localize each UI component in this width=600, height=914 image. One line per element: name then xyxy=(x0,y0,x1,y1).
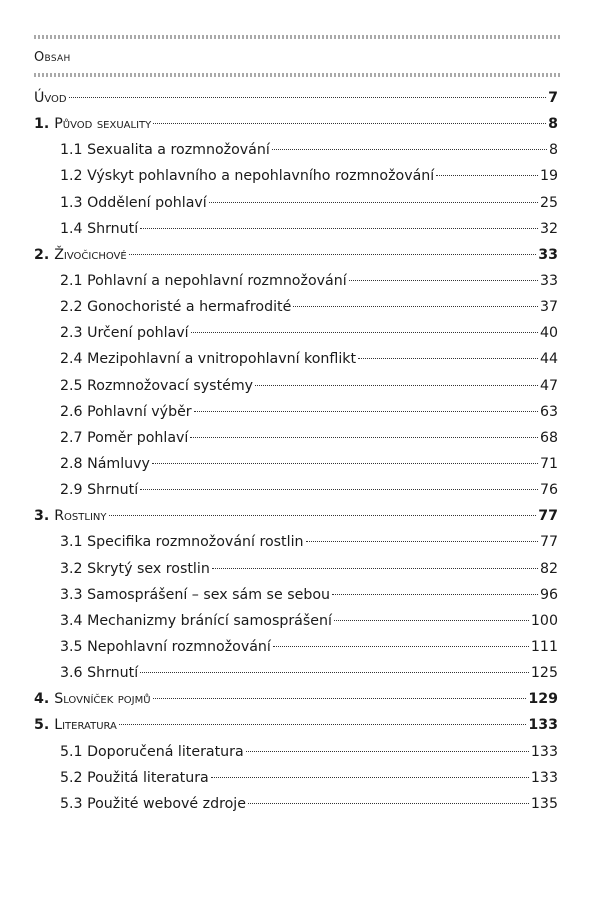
dot-leader xyxy=(129,254,537,255)
toc-entry-number: 2.3 xyxy=(60,325,88,342)
toc-entry-page-number: 19 xyxy=(539,168,558,185)
toc-entry-number: 5.2 xyxy=(60,769,88,786)
toc-entry-title: Gonochoristé a hermafrodité xyxy=(87,299,292,316)
toc-entry-number: 5.3 xyxy=(60,795,88,812)
dot-leader xyxy=(190,437,538,438)
dot-leader xyxy=(140,228,538,229)
toc-entry-title: Mechanizmy bránící samosprášení xyxy=(87,612,332,629)
toc-entry-page-number: 37 xyxy=(539,299,558,316)
dot-leader xyxy=(140,489,538,490)
toc-chapter-entry[interactable] xyxy=(34,242,558,268)
toc-entry-title: Použité webové zdroje xyxy=(87,795,246,812)
toc-entry-page-number: 133 xyxy=(530,769,558,786)
toc-entry-page-number: 135 xyxy=(530,795,558,812)
toc-entry-title: Skrytý sex rostlin xyxy=(87,560,210,577)
toc-entry-page-number: 133 xyxy=(530,743,558,760)
toc-chapter-entry[interactable] xyxy=(34,85,558,111)
toc-entry-number: 2.8 xyxy=(60,455,88,472)
toc-entry-page-number: 33 xyxy=(539,272,558,289)
toc-entry-title: Živočichové xyxy=(54,246,127,263)
toc-entry-number: 2. xyxy=(34,246,55,263)
toc-entry-number: 1.4 xyxy=(60,220,88,237)
toc-entry-number: 2.1 xyxy=(60,272,88,289)
toc-section-entry[interactable] xyxy=(34,216,558,242)
toc-entry-title: Shrnutí xyxy=(87,665,139,682)
toc-entry-title: Původ sexuality xyxy=(54,116,152,133)
toc-entry-title: Literatura xyxy=(54,717,117,734)
toc-entry-page-number: 7 xyxy=(548,90,558,106)
toc-chapter-entry[interactable] xyxy=(34,111,558,137)
dot-leader xyxy=(349,280,538,281)
toc-entry-number: 3.6 xyxy=(60,665,88,682)
toc-entry-number: 3.1 xyxy=(60,534,88,551)
toc-entry-number: 5.1 xyxy=(60,743,88,760)
toc-entry-number: 2.2 xyxy=(60,299,88,316)
dot-leader xyxy=(212,568,538,569)
dot-leader xyxy=(109,515,537,516)
toc-section-entry[interactable] xyxy=(34,477,558,503)
toc-chapter-entry[interactable] xyxy=(34,712,558,738)
toc-section-entry[interactable] xyxy=(34,137,558,163)
toc-entry-page-number: 111 xyxy=(530,638,558,655)
dot-leader xyxy=(248,803,529,804)
toc-section-entry[interactable] xyxy=(34,399,558,425)
toc-entry-title: Rostliny xyxy=(54,508,107,525)
table-of-contents xyxy=(34,85,558,817)
toc-section-entry[interactable] xyxy=(34,163,558,189)
dot-leader xyxy=(194,411,538,412)
toc-entry-page-number: 47 xyxy=(539,377,558,394)
toc-entry-number: 1.2 xyxy=(60,168,88,185)
toc-entry-page-number: 77 xyxy=(538,508,558,525)
toc-entry-title: Specifika rozmnožování rostlin xyxy=(87,534,304,551)
dot-leader xyxy=(152,463,538,464)
toc-entry-number: 3.4 xyxy=(60,612,88,629)
dot-leader xyxy=(209,202,538,203)
toc-entry-title: Shrnutí xyxy=(87,220,139,237)
toc-entry-page-number: 77 xyxy=(539,534,558,551)
toc-entry-page-number: 125 xyxy=(530,665,558,682)
toc-entry-title: Pohlavní výběr xyxy=(87,403,192,420)
toc-entry-page-number: 129 xyxy=(528,691,558,708)
toc-entry-title: Slovníček pojmů xyxy=(54,691,151,708)
dot-leader xyxy=(69,97,547,98)
dot-leader xyxy=(246,751,529,752)
toc-heading: Obsah xyxy=(34,50,71,65)
toc-entry-page-number: 71 xyxy=(539,455,558,472)
toc-entry-title: Použitá literatura xyxy=(87,769,209,786)
toc-entry-number: 4. xyxy=(34,691,55,708)
toc-section-entry[interactable] xyxy=(34,556,558,582)
dot-leader xyxy=(255,385,538,386)
toc-section-entry[interactable] xyxy=(34,608,558,634)
dot-leader xyxy=(119,724,526,725)
toc-entry-page-number: 133 xyxy=(528,717,558,734)
toc-entry-number: 3. xyxy=(34,508,55,525)
toc-entry-title: Pohlavní a nepohlavní rozmnožování xyxy=(87,272,347,289)
toc-section-entry[interactable] xyxy=(34,451,558,477)
toc-chapter-entry[interactable] xyxy=(34,686,558,712)
dot-leader xyxy=(153,698,527,699)
dot-leader xyxy=(306,541,538,542)
toc-entry-page-number: 76 xyxy=(539,482,558,499)
toc-entry-number: 3.2 xyxy=(60,560,88,577)
toc-section-entry[interactable] xyxy=(34,294,558,320)
toc-section-entry[interactable] xyxy=(34,320,558,346)
toc-entry-title: Rozmnožovací systémy xyxy=(87,377,254,394)
toc-entry-title: Výskyt pohlavního a nepohlavního rozmnožování xyxy=(87,168,435,185)
toc-section-entry[interactable] xyxy=(34,529,558,555)
toc-entry-page-number: 82 xyxy=(539,560,558,577)
toc-entry-title: Samosprášení – sex sám se sebou xyxy=(87,586,330,603)
toc-section-entry[interactable] xyxy=(34,582,558,608)
toc-section-entry[interactable] xyxy=(34,425,558,451)
toc-entry-title: Doporučená literatura xyxy=(87,743,244,760)
toc-chapter-entry[interactable] xyxy=(34,503,558,529)
toc-entry-page-number: 96 xyxy=(539,586,558,603)
toc-entry-number: 1. xyxy=(34,116,55,133)
toc-entry-page-number: 8 xyxy=(548,116,558,133)
toc-entry-number: 1.1 xyxy=(60,142,88,159)
dot-leader xyxy=(436,175,538,176)
toc-entry-number: 1.3 xyxy=(60,194,88,211)
toc-entry-number: 3.3 xyxy=(60,586,88,603)
toc-entry-title: Námluvy xyxy=(87,455,150,472)
toc-section-entry[interactable] xyxy=(34,739,558,765)
dot-leader xyxy=(358,358,538,359)
toc-entry-title: Shrnutí xyxy=(87,482,139,499)
toc-entry-title: Sexualita a rozmnožování xyxy=(87,142,270,159)
toc-entry-title: Poměr pohlaví xyxy=(87,429,189,446)
toc-section-entry[interactable] xyxy=(34,765,558,791)
dot-leader xyxy=(272,149,547,150)
top-dotted-rule xyxy=(34,35,560,39)
toc-entry-number: 2.5 xyxy=(60,377,88,394)
toc-section-entry[interactable] xyxy=(34,190,558,216)
toc-section-entry[interactable] xyxy=(34,268,558,294)
toc-entry-page-number: 63 xyxy=(539,403,558,420)
toc-section-entry[interactable] xyxy=(34,346,558,372)
toc-entry-title: Úvod xyxy=(34,90,67,106)
dot-leader xyxy=(273,646,529,647)
toc-entry-page-number: 25 xyxy=(539,194,558,211)
toc-section-entry[interactable] xyxy=(34,373,558,399)
toc-entry-number: 2.7 xyxy=(60,429,88,446)
dot-leader xyxy=(332,594,538,595)
heading-dotted-rule xyxy=(34,73,560,77)
toc-entry-number: 3.5 xyxy=(60,638,88,655)
toc-entry-page-number: 32 xyxy=(539,220,558,237)
toc-section-entry[interactable] xyxy=(34,791,558,817)
toc-entry-page-number: 100 xyxy=(530,612,558,629)
toc-entry-page-number: 44 xyxy=(539,351,558,368)
dot-leader xyxy=(211,777,529,778)
toc-entry-number: 2.9 xyxy=(60,482,88,499)
dot-leader xyxy=(293,306,538,307)
toc-entry-title: Určení pohlaví xyxy=(87,325,189,342)
toc-entry-page-number: 8 xyxy=(548,142,558,159)
dot-leader xyxy=(334,620,529,621)
toc-section-entry[interactable] xyxy=(34,634,558,660)
toc-section-entry[interactable] xyxy=(34,660,558,686)
toc-entry-number: 5. xyxy=(34,717,55,734)
toc-entry-title: Nepohlavní rozmnožování xyxy=(87,638,271,655)
dot-leader xyxy=(140,672,529,673)
toc-entry-title: Oddělení pohlaví xyxy=(87,194,207,211)
toc-entry-page-number: 33 xyxy=(538,246,558,263)
dot-leader xyxy=(153,123,546,124)
toc-entry-page-number: 68 xyxy=(539,429,558,446)
toc-entry-number: 2.6 xyxy=(60,403,88,420)
toc-entry-title: Mezipohlavní a vnitropohlavní konflikt xyxy=(87,351,357,368)
toc-entry-number: 2.4 xyxy=(60,351,88,368)
dot-leader xyxy=(191,332,538,333)
toc-entry-page-number: 40 xyxy=(539,325,558,342)
